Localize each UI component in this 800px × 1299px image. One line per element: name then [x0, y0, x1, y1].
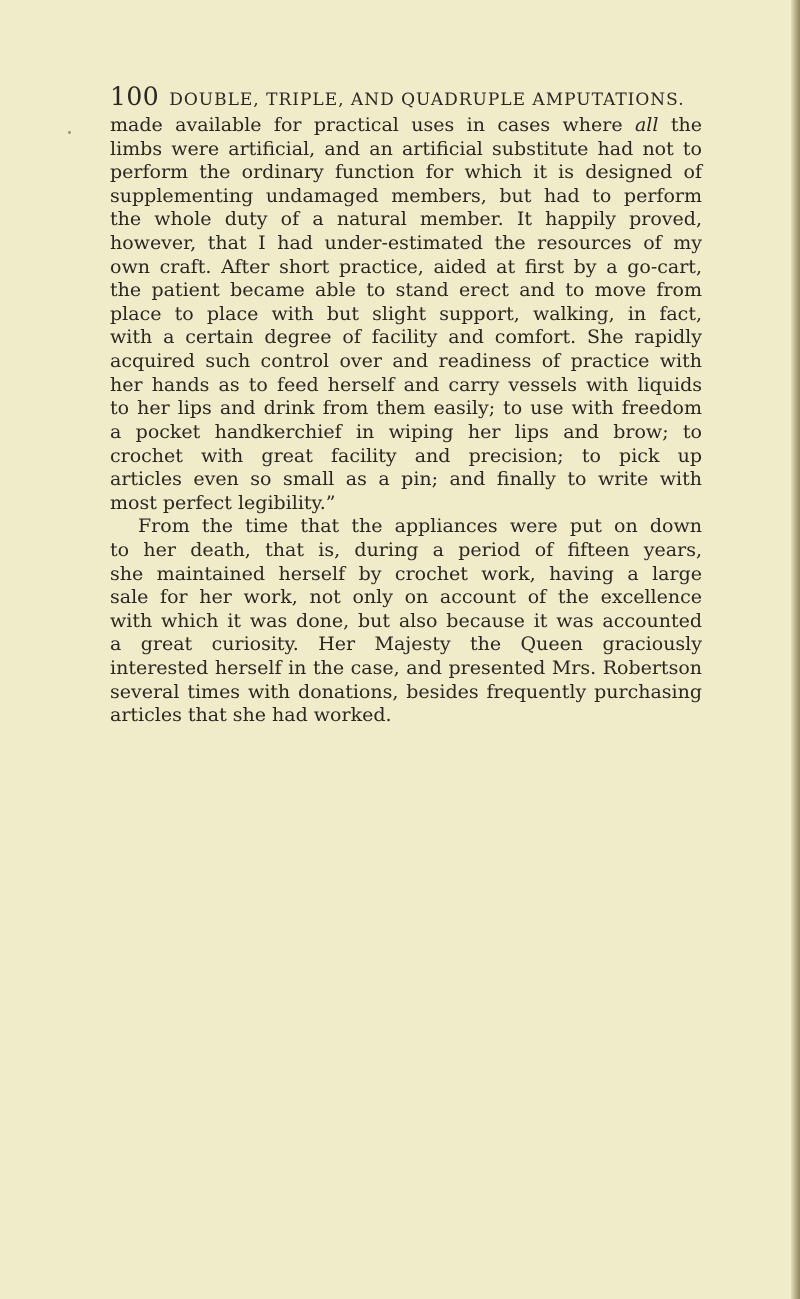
text-line: sale for her work, not only on account of the excellence — [110, 586, 702, 609]
text-line: made available for practical uses in cases where all the — [110, 114, 702, 136]
text-line: most perfect legibility.” — [110, 491, 336, 514]
text-line: several times with donations, besides frequently purchasing — [110, 680, 702, 703]
text-line: acquired such control over and readiness of practice with — [110, 350, 702, 373]
text-line: place to place with but slight support, walking, in fact, — [110, 302, 702, 325]
text-line: with a certain degree of facility and comfort. She rapidly — [110, 326, 702, 349]
text-line: however, that I had under-estimated the resources of my — [110, 232, 702, 255]
text-line: From the time that the appliances were put on down — [138, 515, 702, 538]
text-line: her hands as to feed herself and carry vessels with liquids — [110, 373, 702, 396]
text-line: with which it was done, but also because it was accounted — [110, 609, 702, 632]
page-edge — [791, 0, 800, 1299]
emphasis: all — [634, 114, 659, 136]
text-line: articles even so small as a pin; and finally to write with — [110, 468, 702, 491]
text-line: a great curiosity. Her Majesty the Queen graciously — [110, 633, 702, 656]
running-title: DOUBLE, TRIPLE, AND QUADRUPLE AMPUTATIONS. — [169, 90, 685, 110]
text-line: interested herself in the case, and presented Mrs. Robertson — [110, 657, 702, 680]
text-line: to her death, that is, during a period of fifteen years, — [110, 538, 702, 561]
page-number: 100 — [110, 82, 160, 111]
text-line: a pocket handkerchief in wiping her lips and brow; to — [110, 420, 702, 443]
body-text — [110, 114, 702, 728]
running-head — [110, 82, 710, 112]
text-line: limbs were artificial, and an artificial substitute had not to — [110, 137, 702, 160]
text-line: articles that she had worked. — [110, 704, 392, 727]
text-line: supplementing undamaged members, but had to perform — [110, 184, 702, 207]
text-line: perform the ordinary function for which it is designed of — [110, 161, 702, 184]
text-line: to her lips and drink from them easily; to use with freedom — [110, 397, 702, 420]
text-line: own craft. After short practice, aided at first by a go-cart, — [110, 255, 702, 278]
paper-speck — [68, 131, 71, 134]
text-line: the patient became able to stand erect and to move from — [110, 279, 702, 302]
text-line: crochet with great facility and precision; to pick up — [110, 444, 702, 467]
text-line: she maintained herself by crochet work, having a large — [110, 562, 702, 585]
text-line: the whole duty of a natural member. It happily proved, — [110, 208, 702, 231]
